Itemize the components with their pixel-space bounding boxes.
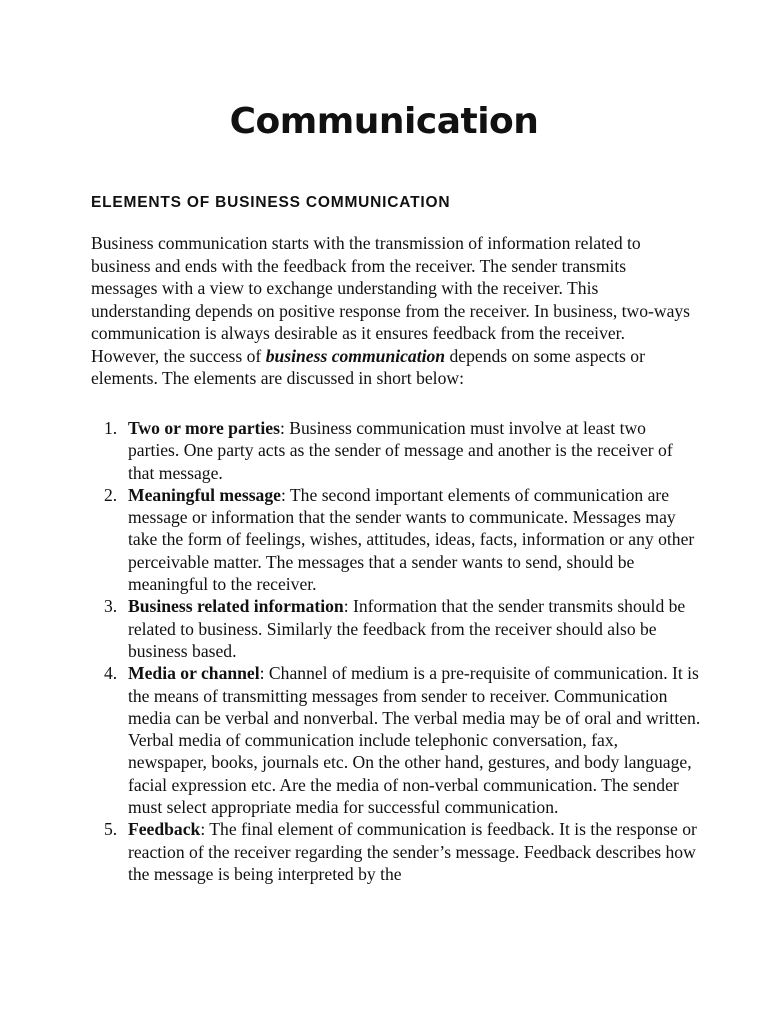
list-item-number: 3.: [104, 596, 118, 617]
list-item-term: Media or channel: [128, 663, 260, 684]
list-item-text: : The second important elements of communication are message or information that the sender wants to communicate. Messages may take the form of feelings, wishes, attitudes, ideas, facts, information or any other perceivable matter. The messages that a sender wants to send, should be meaningful to the receiver.: [128, 484, 695, 595]
list-item-number: 1.: [104, 418, 118, 438]
list-item: [91, 484, 701, 595]
list-item-term: Two or more parties: [128, 418, 280, 438]
list-item-text: : Information that the sender transmits should be related to business. Similarly the feedback from the receiver should also be business based.: [128, 596, 686, 661]
list-item-text: : Business communication must involve at least two parties. One party acts as the sender of message and another is the receiver of that message.: [128, 418, 673, 483]
list-item-term: Meaningful message: [128, 484, 281, 505]
list-item-number: 4.: [104, 663, 118, 684]
page-title: Communication: [229, 101, 539, 142]
list-item-number: 2.: [104, 484, 118, 505]
intro-paragraph: [91, 232, 691, 390]
list-item: [91, 662, 701, 818]
section-heading: ELEMENTS OF BUSINESS COMMUNICATION: [91, 194, 451, 211]
list-item: [91, 417, 701, 484]
list-item-text: : Channel of medium is a pre-requisite of communication. It is the means of transmitting messages from sender to receiver. Communication media can be verbal and nonverbal. The verbal media may be of oral and written. Verbal media of communication include telephonic conversation, fax, newspaper, books, journals etc. On the other hand, gestures, and body language, facial expression etc. Are the media of non-verbal communication. The sender must select appropriate media for successful communication.: [128, 663, 701, 818]
list-item-number: 5.: [104, 819, 118, 840]
intro-text-start: Business communication starts with the transmission of information related to business and ends with the feedback from the receiver. The sender transmits messages with a view to exchange understanding with the receiver. This understanding depends on positive response from the receiver. In business, two-ways communication is always desirable as it ensures feedback from the receiver. However, the success of: [91, 233, 691, 366]
intro-emphasis: business communication: [265, 345, 446, 366]
list-item: [91, 818, 701, 885]
list-item-term: Feedback: [128, 819, 201, 840]
elements-list: [91, 417, 701, 885]
intro-text-end: depends on some aspects or elements. The elements are discussed in short below:: [91, 345, 645, 388]
list-item-text: : The final element of communication is feedback. It is the response or reaction of the receiver regarding the sender’s message. Feedback describes how the message is being interpreted by the: [128, 819, 697, 884]
list-item-term: Business related information: [128, 596, 344, 617]
list-item: [91, 595, 701, 662]
